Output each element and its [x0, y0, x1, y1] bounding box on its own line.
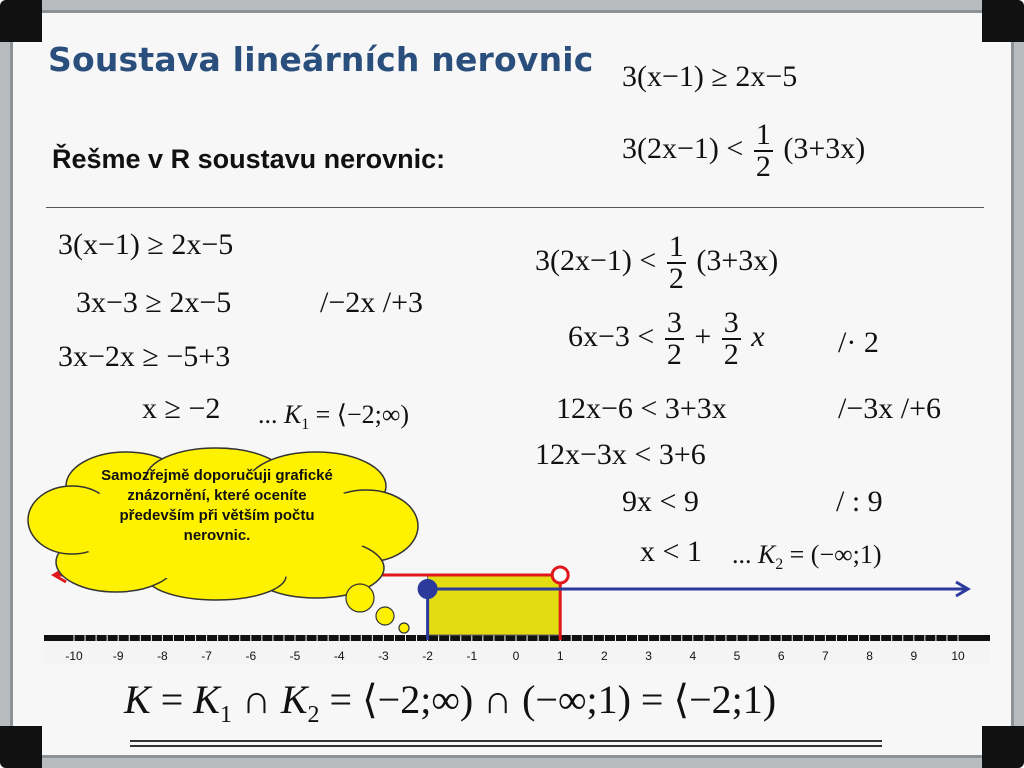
set-value: = ⟨−2;∞)	[309, 400, 410, 429]
tick-label: 9	[910, 649, 918, 663]
axis-band	[44, 635, 990, 641]
tick-label: 4	[689, 649, 697, 663]
slide-subtitle: Řešme v R soustavu nerovnic:	[52, 144, 446, 174]
tick-label: 0	[512, 649, 520, 663]
final-result	[124, 676, 776, 729]
tick-label: 10	[951, 649, 965, 663]
system-inequality-1: 3(x−1) ≥ 2x−5	[622, 60, 798, 93]
tick-label: 6	[777, 649, 785, 663]
fraction-denominator: 2	[666, 338, 682, 371]
system-inequality-2	[622, 120, 865, 182]
left-step-2: 3x−3 ≥ 2x−5	[76, 286, 232, 319]
k2-open-endpoint	[552, 567, 568, 583]
result-set-k: K	[124, 677, 151, 722]
tick-label: -5	[289, 649, 301, 663]
right-step-3: 12x−6 < 3+3x	[556, 392, 727, 425]
frame-corner	[0, 0, 42, 42]
frame-corner	[982, 0, 1024, 42]
tick-label: 5	[733, 649, 741, 663]
set-symbol: K	[284, 400, 302, 429]
tick-label: 3	[645, 649, 652, 663]
tick-label: -7	[201, 649, 212, 663]
section-divider	[46, 207, 984, 208]
intersection-sign: ∩	[231, 677, 281, 722]
fraction-denominator: 2	[755, 150, 771, 183]
fraction-numerator: 3	[666, 306, 682, 339]
tick-label: -1	[466, 649, 478, 663]
tick-label: -4	[333, 649, 345, 663]
equals-sign: =	[150, 677, 194, 722]
tick-label: 8	[866, 649, 873, 663]
set-value: = (−∞;1)	[783, 540, 882, 569]
plus-sign: +	[694, 319, 712, 353]
slide-title: Soustava lineárních nerovnic	[48, 40, 594, 79]
callout-text: Samozřejmě doporučuji grafické znázornění, které oceníte především při větším počtu nerovnic.	[101, 467, 333, 544]
right-step-5: 9x < 9	[622, 485, 699, 518]
right-step-3-operation: /−3x /+6	[838, 392, 942, 425]
tick-label: -10	[65, 649, 83, 663]
tick-label: 2	[601, 649, 608, 663]
result-set-k2: K	[280, 677, 308, 722]
set-subscript: 2	[775, 556, 784, 574]
fraction-numerator: 3	[723, 306, 739, 339]
right-step-2-operation: /· 2	[838, 326, 879, 359]
result-underline	[130, 745, 882, 747]
right-step-4: 12x−3x < 3+6	[535, 438, 706, 471]
right-step-2-fraction-2	[722, 308, 741, 370]
right-step-5-operation: / : 9	[836, 485, 883, 518]
right-step-2	[568, 308, 765, 370]
set-subscript: 1	[219, 702, 232, 728]
frame-corner	[982, 726, 1024, 768]
tick-label: -3	[378, 649, 389, 663]
fraction-numerator: 1	[755, 118, 771, 151]
intersection-region	[428, 575, 561, 635]
left-step-1: 3(x−1) ≥ 2x−5	[58, 228, 234, 261]
right-step-1	[535, 232, 778, 294]
tick-label: 7	[822, 649, 829, 663]
left-step-4: x ≥ −2	[142, 392, 221, 425]
set-subscript: 1	[301, 416, 310, 434]
right-step-1-fraction	[667, 232, 686, 294]
tick-label: -8	[157, 649, 168, 663]
system-ineq2-right: (3+3x)	[783, 131, 866, 165]
right-step-1-right: (3+3x)	[696, 243, 779, 277]
system-ineq2-fraction	[754, 120, 773, 182]
left-step-3: 3x−2x ≥ −5+3	[58, 340, 231, 373]
left-solution-k1	[258, 400, 409, 434]
system-ineq2-left: 3(2x−1) <	[622, 131, 744, 165]
left-step-2-operation: /−2x /+3	[320, 286, 424, 319]
fraction-numerator: 1	[668, 230, 684, 263]
tick-label: -2	[422, 649, 433, 663]
result-set-k1: K	[193, 677, 220, 722]
right-step-1-left: 3(2x−1) <	[535, 243, 657, 277]
set-symbol: K	[758, 540, 776, 569]
right-step-2-left: 6x−3 <	[568, 319, 655, 353]
right-step-6: x < 1	[640, 535, 702, 568]
variable-x: x	[751, 319, 765, 353]
tick-label: -6	[245, 649, 257, 663]
frame-corner	[0, 726, 42, 768]
tick-label: 1	[556, 649, 564, 663]
ellipsis: ...	[258, 400, 278, 429]
tick-label: -9	[112, 649, 124, 663]
ellipsis: ...	[732, 540, 752, 569]
fraction-denominator: 2	[668, 262, 684, 295]
result-expression: = ⟨−2;∞) ∩ (−∞;1) = ⟨−2;1)	[319, 677, 777, 722]
fraction-denominator: 2	[723, 338, 739, 371]
result-underline	[130, 740, 882, 742]
callout-tail-bubbles	[340, 578, 420, 638]
right-step-2-fraction-1	[665, 308, 684, 370]
set-subscript: 2	[307, 702, 320, 728]
